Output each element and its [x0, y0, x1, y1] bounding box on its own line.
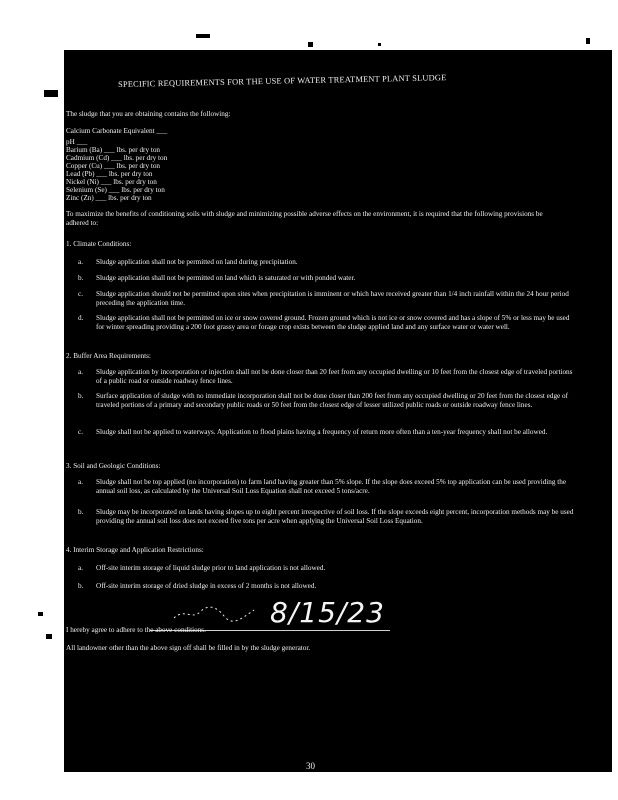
item-text: Sludge application should not be permitted upon sites when precipitation is imminent or which have received greater than 1/4 inch rainfall within the 24 hour period preceding the application time.: [96, 290, 569, 307]
section-heading: 2. Buffer Area Requirements:: [66, 352, 151, 360]
scan-mark: [308, 42, 313, 47]
content-line: pH ___: [66, 138, 88, 146]
page-number: 30: [306, 761, 315, 771]
content-line: Selenium (Se) ___ lbs. per dry ton: [66, 186, 165, 194]
item-text: Sludge shall not be top applied (no incorporation) to farm land having greater than 5% slope. If the slope does exceed 5% top application can be used providing the annual soil loss, as calculated by the Universal Soil Loss Equation shall not exceed 5 tons/acre.: [96, 478, 567, 495]
scan-mark: [196, 34, 210, 38]
item-label: b.: [78, 508, 84, 516]
section-heading: 3. Soil and Geologic Conditions:: [66, 462, 161, 470]
content-line: Cadmium (Cd) ___ lbs. per dry ton: [66, 154, 168, 162]
intro-text: The sludge that you are obtaining contains the following:: [66, 110, 231, 118]
item-label: d.: [78, 314, 84, 322]
item-label: b.: [78, 274, 84, 282]
content-line: Lead (Pb) ___ lbs. per dry ton: [66, 170, 153, 178]
content-line: Zinc (Zn) ___ lbs. per dry ton: [66, 194, 152, 202]
content-line: Copper (Cu) ___ lbs. per dry ton: [66, 162, 161, 170]
item-label: a.: [78, 478, 83, 486]
item-text: Surface application of sludge with no immediate incorporation shall not be done closer than 200 feet from any occupied dwelling or 20 feet from the closest edge of traveled portions of a primary and secondary public roads or 50 feet from the closest edge of lesser utilized public roads or outside roadway fence lines.: [96, 392, 569, 409]
scan-mark: [38, 612, 43, 616]
item-text: Sludge may be incorporated on lands having slopes up to eight percent irrespective of soil loss. If the slope exceeds eight percent, incorporation methods may be used providing the annual soil loss does not exceed five tons per acre when applying the Universal Soil Loss Equation.: [96, 508, 574, 525]
scan-mark: [378, 43, 381, 46]
section-heading: 1. Climate Conditions:: [66, 240, 132, 248]
section-heading: 4. Interim Storage and Application Restrictions:: [66, 546, 204, 554]
scan-mark: [44, 90, 58, 97]
item-label: a.: [78, 564, 83, 572]
item-text: Sludge application shall not be permitted on ice or snow covered ground. Frozen ground which is not ice or snow covered and has a slope of 5% or less may be used for winter spreading providing a 200 foot grassy area or forage crop exists between the sludge applied land and any surface water or water well.: [96, 314, 570, 331]
scan-mark: [586, 38, 590, 44]
item-text: Sludge application shall not be permitted on land which is saturated or with ponded water.: [96, 274, 356, 282]
item-label: a.: [78, 258, 83, 266]
landowner-note: All landowner other than the above sign off shall be filled in by the sludge generator.: [66, 644, 311, 652]
item-text: Sludge shall not be applied to waterways. Application to flood plains having a frequency of return more often than a ten-year frequency shall not be allowed.: [96, 428, 548, 436]
item-label: b.: [78, 392, 84, 400]
item-label: a.: [78, 368, 83, 376]
handwritten-signature: [170, 600, 260, 626]
content-line: Nickel (Ni) ___ lbs. per dry ton: [66, 178, 157, 186]
content-line: Calcium Carbonate Equivalent ___: [66, 127, 168, 135]
item-label: c.: [78, 290, 83, 298]
document-title: SPECIFIC REQUIREMENTS FOR THE USE OF WATER TREATMENT PLANT SLUDGE: [118, 73, 447, 89]
agreement-statement: I hereby agree to adhere to the above conditions.: [66, 626, 206, 634]
signature-date: 8/15/23: [270, 596, 385, 629]
item-label: b.: [78, 582, 84, 590]
maximize-paragraph: To maximize the benefits of conditioning soils with sludge and minimizing possible adverse effects on the environment, it is required that the following provisions be adhered to:: [66, 210, 543, 227]
scan-mark: [46, 634, 52, 639]
item-text: Off-site interim storage of dried sludge in excess of 2 months is not allowed.: [96, 582, 317, 590]
content-line: Barium (Ba) ___ lbs. per dry ton: [66, 146, 161, 154]
item-text: Off-site interim storage of liquid sludge prior to land application is not allowed.: [96, 564, 326, 572]
item-text: Sludge application by incorporation or injection shall not be done closer than 20 feet from any occupied dwelling or 10 feet from the closest edge of traveled portions of a public road or outside roadway fence lines.: [96, 368, 573, 385]
item-text: Sludge application shall not be permitted on land during precipitation.: [96, 258, 298, 266]
item-label: c.: [78, 428, 83, 436]
